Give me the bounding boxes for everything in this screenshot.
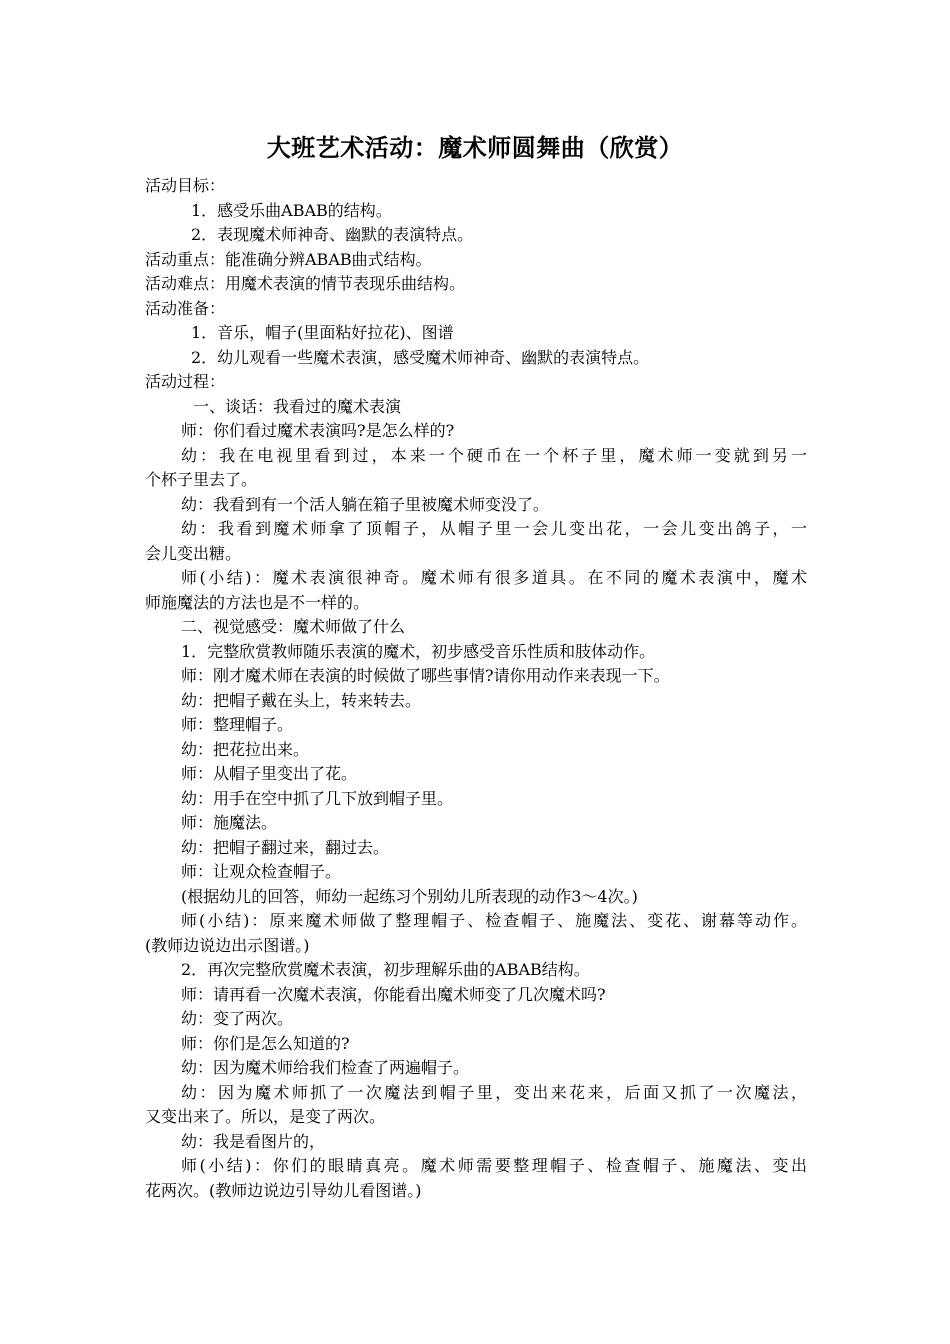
dialogue-line: 个杯子里去了。: [145, 470, 258, 489]
step-line: 2．再次完整欣赏魔术表演，初步理解乐曲的ABAB结构。: [181, 960, 590, 979]
summary-line: 师(小结)：原来魔术师做了整理帽子、检查帽子、施魔法、变花、谢幕等动作。: [181, 911, 807, 930]
summary-line: 花两次。(教师边说边引导幼儿看图谱。): [145, 1180, 422, 1200]
dialogue-line: 师：从帽子里变出了花。: [181, 764, 358, 783]
dialogue-line: 师：你们看过魔术表演吗?是怎么样的?: [181, 421, 455, 440]
dialogue-line: 师：刚才魔术师在表演的时候做了哪些事情?请你用动作来表现一下。: [181, 666, 670, 685]
document-body: [145, 174, 807, 1203]
dialogue-line: 师：你们是怎么知道的?: [181, 1033, 350, 1053]
dialogue-line: 幼：把帽子翻过来，翻过去。: [181, 837, 390, 857]
goals-heading: 活动目标：: [145, 176, 226, 195]
prep-item: 1．音乐，帽子(里面粘好拉花)、图谱: [191, 323, 454, 342]
dialogue-line: 师：整理帽子。: [181, 715, 294, 734]
difficulty: 活动难点：用魔术表演的情节表现乐曲结构。: [145, 274, 466, 293]
summary-line: 师(小结)：你们的眼睛真亮。魔术师需要整理帽子、检查帽子、施魔法、变出: [181, 1156, 807, 1175]
prep-item: 2．幼儿观看一些魔术表演，感受魔术师神奇、幽默的表演特点。: [191, 347, 650, 367]
dialogue-line: 师：施魔法。: [181, 813, 278, 832]
process-heading: 活动过程：: [145, 372, 226, 391]
summary-line: 师施魔法的方法也是不一样的。: [145, 592, 370, 612]
dialogue-line: 幼：变了两次。: [181, 1009, 294, 1028]
dialogue-line: 又变出来了。所以，是变了两次。: [145, 1107, 386, 1126]
section-heading: 二、视觉感受：魔术师做了什么: [181, 617, 406, 636]
goal-item: 1．感受乐曲ABAB的结构。: [191, 200, 392, 220]
goal-item: 2．表现魔术师神奇、幽默的表演特点。: [191, 225, 474, 244]
dialogue-line: 幼：因为魔术师给我们检查了两遍帽子。: [181, 1058, 470, 1077]
key-point: 活动重点：能准确分辨ABAB曲式结构。: [145, 249, 432, 269]
dialogue-line: 师：让观众检查帽子。: [181, 862, 342, 881]
dialogue-line: 幼：因为魔术师抓了一次魔法到帽子里，变出来花来，后面又抓了一次魔法，: [181, 1082, 807, 1102]
section-heading: 一、谈话：我看过的魔术表演: [193, 396, 402, 416]
step-line: 1．完整欣赏教师随乐表演的魔术，初步感受音乐性质和肢体动作。: [181, 641, 656, 661]
dialogue-line: 师：请再看一次魔术表演，你能看出魔术师变了几次魔术吗?: [181, 984, 606, 1004]
summary-line: 师(小结)：魔术表演很神奇。魔术师有很多道具。在不同的魔术表演中，魔术: [181, 568, 807, 587]
dialogue-line: 幼：把帽子戴在头上，转来转去。: [181, 690, 422, 710]
note-line: (根据幼儿的回答，师幼一起练习个别幼儿所表现的动作3～4次。): [181, 886, 638, 906]
dialogue-line: 幼：我看到有一个活人躺在箱子里被魔术师变没了。: [181, 494, 550, 514]
document-title: 大班艺术活动：魔术师圆舞曲（欣赏）: [266, 134, 684, 162]
dialogue-line: 会儿变出糖。: [145, 543, 242, 563]
dialogue-line: 幼：我在电视里看到过，本来一个硬币在一个杯子里，魔术师一变就到另一: [181, 445, 807, 465]
prep-heading: 活动准备：: [145, 298, 226, 318]
dialogue-line: 幼：我是看图片的，: [181, 1131, 326, 1151]
summary-line: (教师边说边出示图谱。): [145, 935, 310, 955]
dialogue-line: 幼：把花拉出来。: [181, 739, 310, 759]
dialogue-line: 幼：我看到魔术师拿了顶帽子，从帽子里一会儿变出花，一会儿变出鸽子，一: [181, 519, 807, 538]
dialogue-line: 幼：用手在空中抓了几下放到帽子里。: [181, 788, 454, 808]
